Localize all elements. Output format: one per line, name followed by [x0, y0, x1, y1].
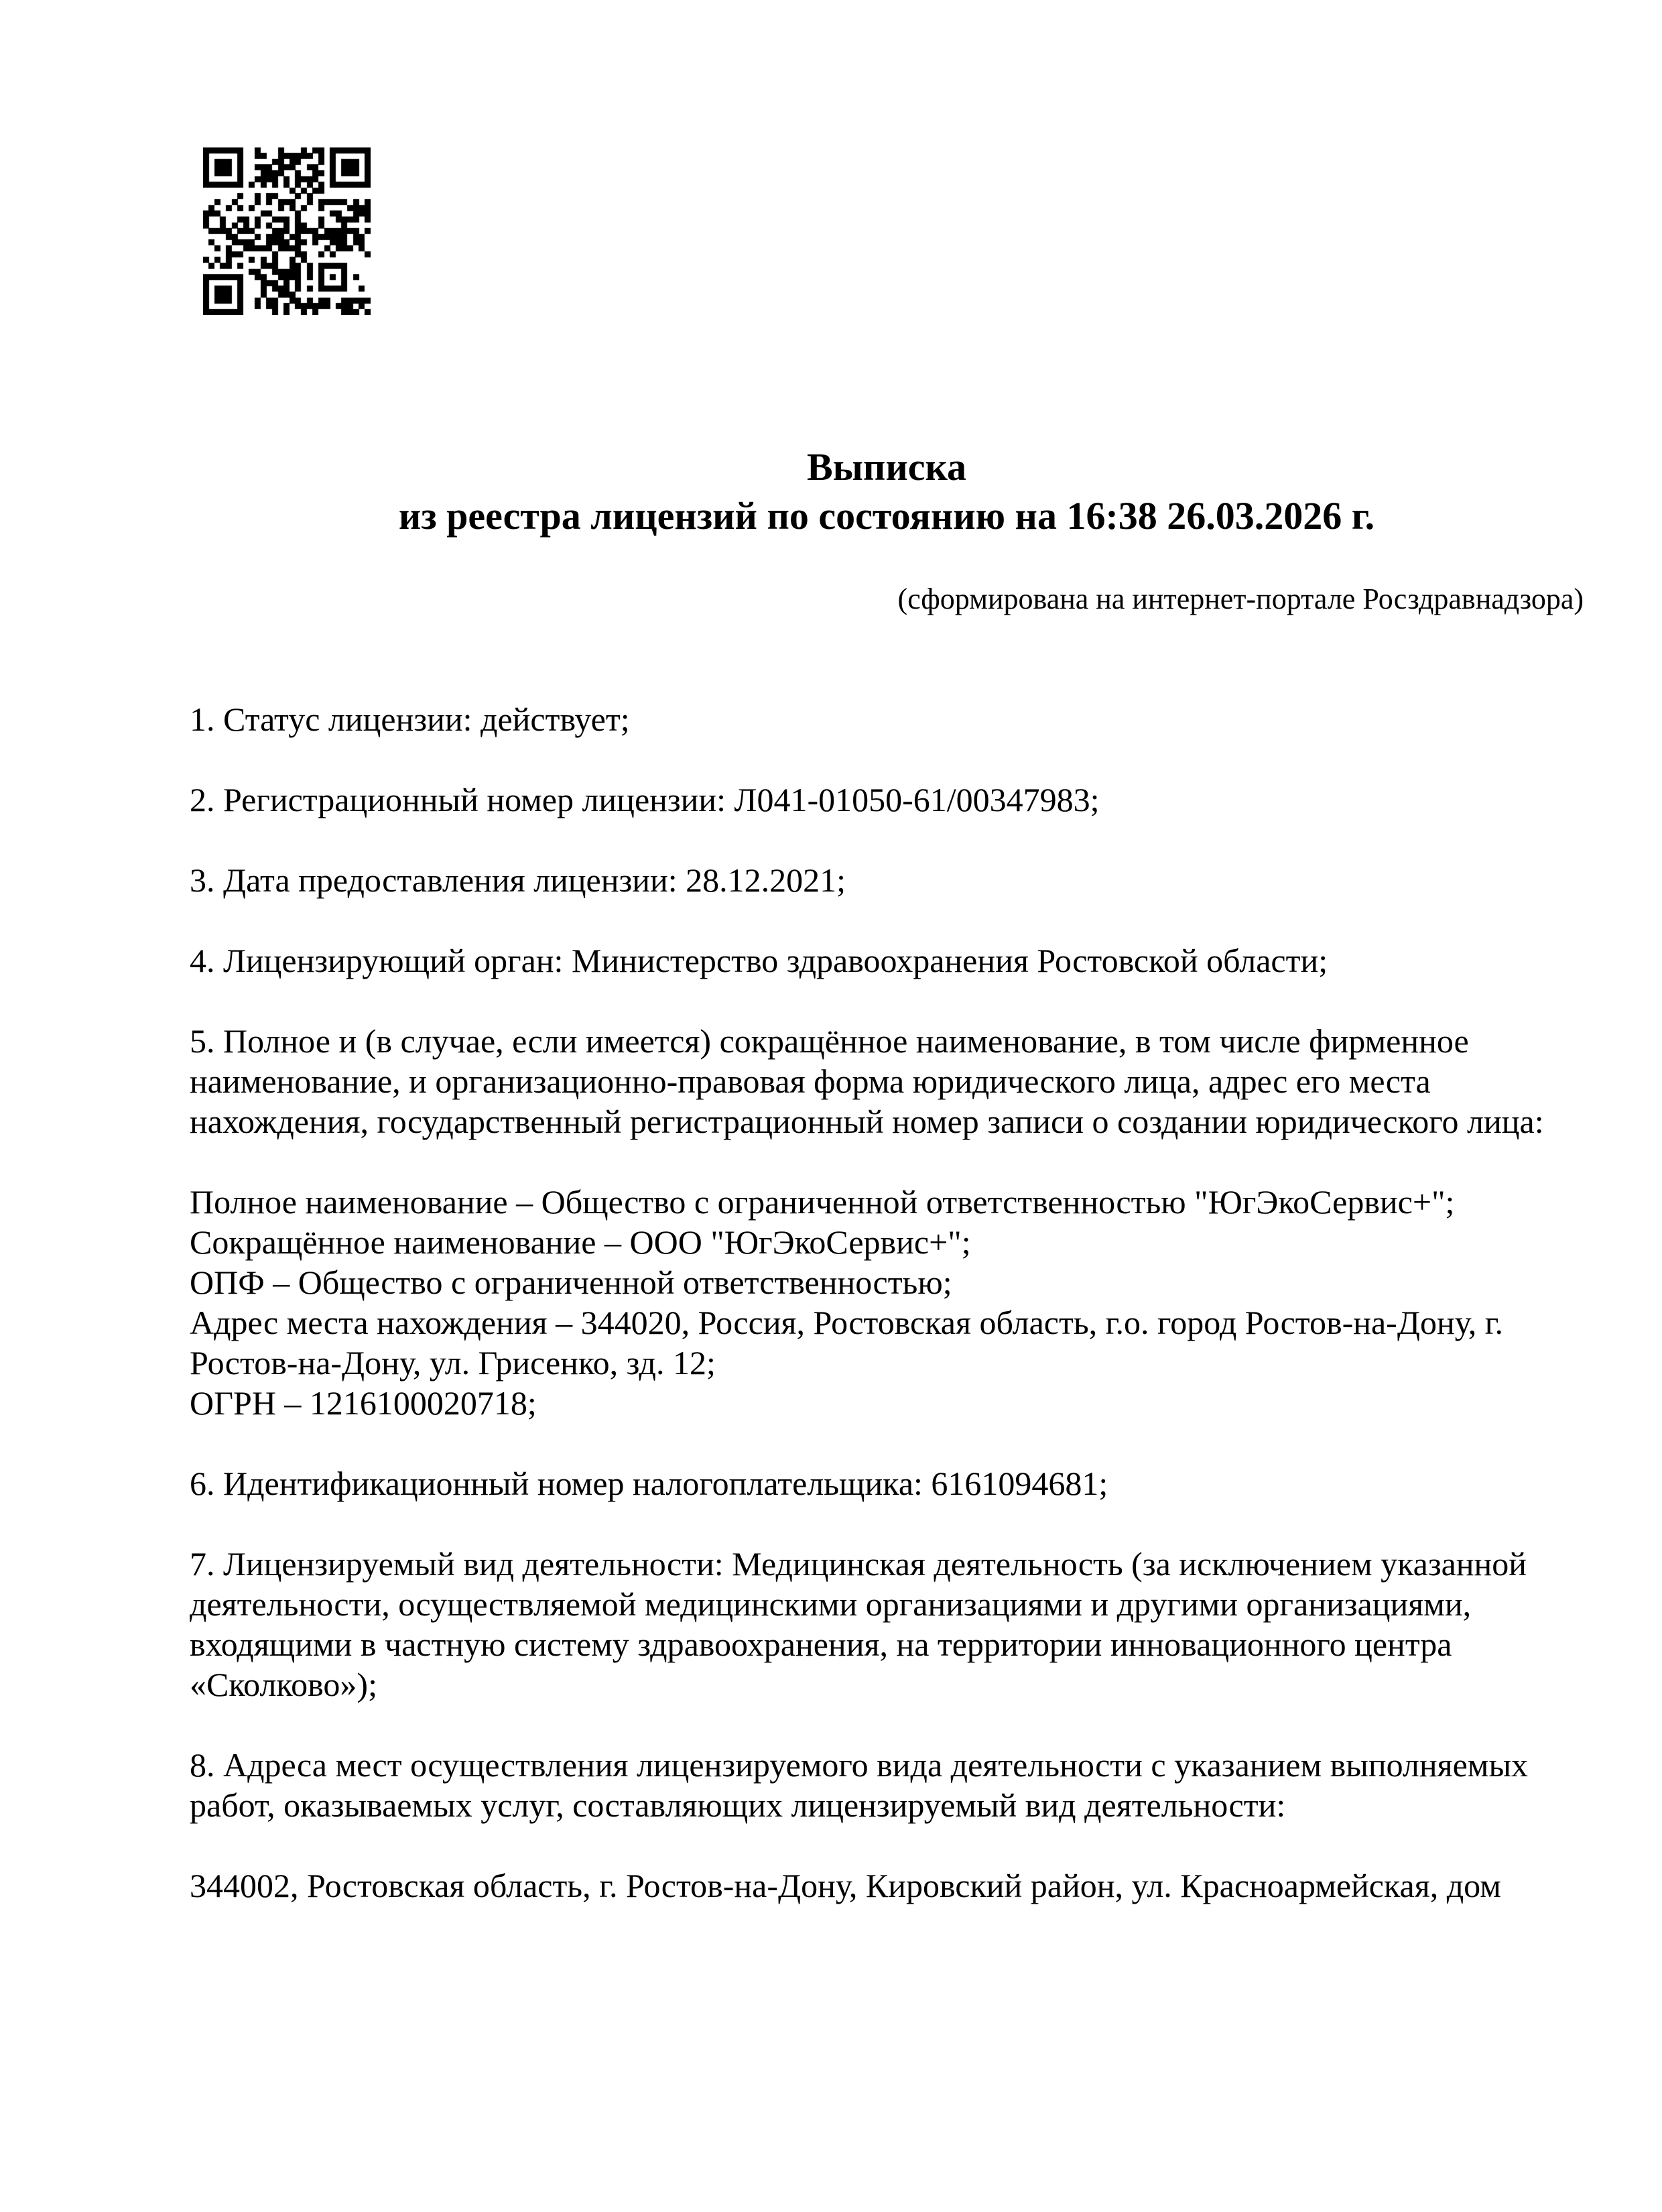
text-line: Полное наименование – Общество с ограниченной ответственностью "ЮгЭкоСервис+";	[190, 1183, 1455, 1221]
paragraph	[190, 1544, 1584, 1705]
text-line: «Сколково»);	[190, 1666, 377, 1703]
text-line: работ, оказываемых услуг, составляющих лицензируемый вид деятельности:	[190, 1786, 1286, 1824]
paragraph	[190, 1182, 1584, 1423]
paragraph	[190, 1021, 1584, 1142]
text-line: Сокращённое наименование – ООО "ЮгЭкоСервис+";	[190, 1223, 971, 1261]
text-line: 344002, Ростовская область, г. Ростов-на-Дону, Кировский район, ул. Красноармейская, дом	[190, 1867, 1501, 1904]
text-line: 3. Дата предоставления лицензии: 28.12.2021;	[190, 861, 846, 899]
text-line: 5. Полное и (в случае, если имеется) сокращённое наименование, в том числе фирменное	[190, 1022, 1469, 1060]
text-line: 4. Лицензирующий орган: Министерство здравоохранения Ростовской области;	[190, 942, 1328, 979]
document-title-line2: из реестра лицензий по состоянию на 16:38 26.03.2026 г.	[398, 494, 1375, 538]
text-line: наименование, и организационно-правовая форма юридического лица, адрес его места	[190, 1062, 1431, 1100]
text-line: ОГРН – 1216100020718;	[190, 1384, 537, 1422]
text-line: деятельности, осуществляемой медицинскими организациями и другими организациями,	[190, 1585, 1472, 1623]
paragraph	[190, 940, 1584, 981]
paragraph	[190, 1865, 1584, 1906]
text-line: ОПФ – Общество с ограниченной ответственностью;	[190, 1264, 952, 1301]
document-subtitle: (сформирована на интернет-портале Росздравнадзора)	[897, 582, 1584, 615]
paragraph	[190, 860, 1584, 900]
text-line: 2. Регистрационный номер лицензии: Л041-01050-61/00347983;	[190, 781, 1100, 818]
paragraph	[190, 780, 1584, 820]
paragraph	[190, 699, 1584, 739]
text-line: 1. Статус лицензии: действует;	[190, 700, 630, 738]
text-line: нахождения, государственный регистрационный номер записи о создании юридического лица:	[190, 1103, 1544, 1140]
text-line: 8. Адреса мест осуществления лицензируемого вида деятельности с указанием выполняемых	[190, 1746, 1529, 1784]
text-line: 7. Лицензируемый вид деятельности: Медицинская деятельность (за исключением указанной	[190, 1545, 1527, 1583]
text-line: Ростов-на-Дону, ул. Грисенко, зд. 12;	[190, 1344, 716, 1381]
document-title	[190, 442, 1584, 540]
text-line: Адрес места нахождения – 344020, Россия, Ростовская область, г.о. город Ростов-на-Дону, г.	[190, 1304, 1504, 1341]
document-body	[190, 699, 1584, 1906]
paragraph	[190, 1463, 1584, 1503]
paragraph	[190, 1745, 1584, 1825]
document-title-line1: Выписка	[806, 445, 967, 489]
text-line: входящими в частную систему здравоохранения, на территории инновационного центра	[190, 1625, 1452, 1663]
document-content	[190, 0, 1584, 1906]
text-line: 6. Идентификационный номер налогоплательщика: 6161094681;	[190, 1465, 1108, 1502]
